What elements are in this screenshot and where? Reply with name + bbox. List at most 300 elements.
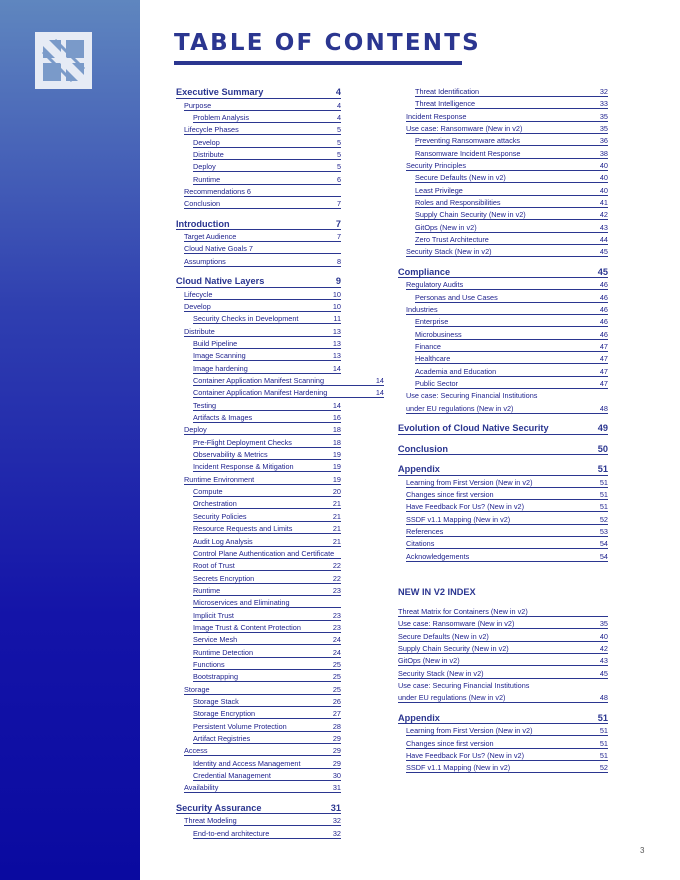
toc-entry[interactable] bbox=[398, 680, 610, 692]
toc-entry[interactable] bbox=[398, 353, 610, 365]
toc-section-entry[interactable] bbox=[176, 802, 384, 816]
toc-entry-label: Conclusion bbox=[184, 199, 221, 209]
toc-entry-page: 24 bbox=[332, 635, 341, 645]
toc-entry-label: GitOps (New in v2) bbox=[415, 222, 477, 232]
toc-section-entry[interactable] bbox=[398, 712, 610, 726]
toc-entry-page: 14 bbox=[375, 388, 384, 398]
toc-entry-page: 18 bbox=[332, 425, 341, 435]
toc-entry[interactable] bbox=[176, 597, 384, 609]
toc-entry-page: 19 bbox=[332, 462, 341, 472]
toc-entry[interactable] bbox=[176, 326, 384, 338]
toc-entry[interactable] bbox=[176, 708, 384, 720]
toc-section-entry[interactable] bbox=[398, 443, 610, 457]
toc-entry-page: 27 bbox=[332, 709, 341, 719]
toc-entry[interactable] bbox=[176, 437, 384, 449]
toc-entry-page: 19 bbox=[332, 450, 341, 460]
toc-entry[interactable] bbox=[398, 725, 610, 737]
toc-entry-page: 48 bbox=[599, 403, 608, 413]
toc-entry-label: Availability bbox=[184, 783, 219, 793]
toc-entry-page: 24 bbox=[332, 647, 341, 657]
toc-entry-label: References bbox=[406, 526, 444, 536]
toc-entry[interactable] bbox=[398, 279, 610, 291]
toc-entry[interactable] bbox=[176, 684, 384, 696]
toc-entry-label: Runtime bbox=[193, 174, 221, 184]
toc-entry-page: 5 bbox=[336, 125, 341, 135]
toc-entry-label: Recommendations 6 bbox=[184, 186, 251, 196]
toc-right-column bbox=[398, 86, 610, 775]
toc-entry-label: Citations bbox=[406, 539, 435, 549]
toc-entry-page: 32 bbox=[332, 828, 341, 838]
toc-entry[interactable] bbox=[398, 172, 610, 184]
toc-section-entry[interactable] bbox=[176, 275, 384, 289]
toc-entry-page: 45 bbox=[597, 266, 608, 277]
toc-entry-page: 40 bbox=[599, 631, 608, 641]
toc-entry-label: Cloud Native Goals 7 bbox=[184, 244, 253, 254]
toc-entry[interactable] bbox=[176, 231, 384, 243]
toc-entry-label: Artifact Registries bbox=[193, 734, 251, 743]
toc-entry[interactable] bbox=[398, 366, 610, 378]
toc-entry-page: 40 bbox=[599, 161, 608, 171]
toc-entry[interactable] bbox=[176, 289, 384, 301]
toc-entry-page: 51 bbox=[599, 489, 608, 499]
toc-entry[interactable] bbox=[398, 526, 610, 538]
toc-entry-label: Academia and Education bbox=[415, 366, 497, 376]
toc-entry-page: 51 bbox=[597, 464, 608, 475]
toc-entry-label: Secure Defaults (New in v2) bbox=[398, 631, 489, 641]
cncf-logo-icon bbox=[35, 32, 92, 89]
toc-entry-page: 46 bbox=[599, 292, 608, 302]
toc-link-underline bbox=[406, 538, 608, 549]
toc-entry-page: 21 bbox=[332, 499, 341, 509]
toc-entry-label: Security Stack (New in v2) bbox=[398, 668, 484, 678]
toc-entry-page: 52 bbox=[599, 763, 608, 773]
toc-entry[interactable] bbox=[176, 350, 384, 362]
toc-entry-label: Threat Identification bbox=[415, 87, 480, 96]
toc-entry-page: 51 bbox=[599, 750, 608, 760]
toc-entry[interactable] bbox=[398, 316, 610, 328]
toc-entry[interactable] bbox=[176, 828, 384, 840]
toc-entry[interactable] bbox=[176, 387, 384, 399]
toc-entry-page: 25 bbox=[332, 684, 341, 694]
toc-entry-page: 51 bbox=[599, 726, 608, 736]
toc-entry-label: Credential Management bbox=[193, 771, 271, 781]
toc-entry-label: Use case: Securing Financial Institutions bbox=[398, 681, 530, 691]
toc-entry[interactable] bbox=[176, 548, 384, 560]
toc-entry[interactable] bbox=[398, 692, 610, 704]
toc-entry-label: Assumptions bbox=[184, 256, 226, 266]
toc-entry-label: Supply Chain Security (New in v2) bbox=[415, 210, 526, 220]
toc-section-entry[interactable] bbox=[398, 463, 610, 477]
toc-entry-label: Introduction bbox=[176, 218, 230, 229]
toc-entry[interactable] bbox=[176, 815, 384, 827]
toc-entry[interactable] bbox=[176, 573, 384, 585]
toc-entry-page: 29 bbox=[332, 734, 341, 743]
toc-entry-page: 14 bbox=[332, 363, 341, 373]
toc-entry-page: 33 bbox=[599, 99, 608, 109]
toc-entry-label: SSDF v1.1 Mapping (New in v2) bbox=[406, 514, 511, 524]
page-number: 3 bbox=[640, 846, 645, 855]
spacer bbox=[398, 259, 610, 266]
toc-entry-label: Runtime Environment bbox=[184, 474, 255, 484]
toc-entry[interactable] bbox=[176, 622, 384, 634]
toc-entry[interactable] bbox=[398, 341, 610, 353]
toc-entry-page: 6 bbox=[336, 174, 341, 184]
toc-entry[interactable] bbox=[398, 631, 610, 643]
toc-entry-page: 47 bbox=[599, 379, 608, 389]
toc-entry-label: Distribute bbox=[184, 326, 215, 336]
toc-entry-label: Threat Modeling bbox=[184, 816, 237, 826]
toc-entry[interactable] bbox=[176, 174, 384, 186]
toc-entry-page: 7 bbox=[336, 199, 341, 209]
toc-entry-page: 4 bbox=[336, 112, 341, 122]
toc-entry-label: Control Plane Authentication and Certificate bbox=[193, 548, 335, 558]
toc-entry[interactable] bbox=[398, 148, 610, 160]
toc-entry[interactable] bbox=[398, 246, 610, 258]
toc-entry-label: Pre-Flight Deployment Checks bbox=[193, 437, 292, 447]
toc-entry[interactable] bbox=[398, 514, 610, 526]
toc-entry-page: 23 bbox=[332, 610, 341, 620]
toc-entry-page: 45 bbox=[599, 247, 608, 257]
toc-entry[interactable] bbox=[176, 498, 384, 510]
toc-entry-label: Zero Trust Architecture bbox=[415, 235, 489, 245]
toc-entry[interactable] bbox=[398, 304, 610, 316]
toc-entry[interactable] bbox=[176, 100, 384, 112]
toc-entry[interactable] bbox=[398, 762, 610, 774]
toc-entry-label: SSDF v1.1 Mapping (New in v2) bbox=[406, 763, 511, 773]
toc-entry-label: Use case: Ransomware (New in v2) bbox=[406, 124, 523, 134]
toc-entry-page: 40 bbox=[599, 185, 608, 195]
toc-entry[interactable] bbox=[398, 292, 610, 304]
toc-entry-page: 46 bbox=[599, 329, 608, 339]
toc-entry[interactable] bbox=[176, 256, 384, 268]
toc-entry[interactable] bbox=[176, 338, 384, 350]
spacer bbox=[398, 415, 610, 422]
toc-entry-page: 23 bbox=[332, 585, 341, 595]
toc-entry-label: Changes since first version bbox=[406, 738, 494, 748]
toc-entry-label: GitOps (New in v2) bbox=[398, 656, 460, 666]
toc-entry-page: 28 bbox=[332, 721, 341, 731]
toc-entry[interactable] bbox=[176, 696, 384, 708]
toc-entry-page: 5 bbox=[336, 149, 341, 159]
toc-entry[interactable] bbox=[398, 655, 610, 667]
toc-entry[interactable] bbox=[398, 489, 610, 501]
spacer bbox=[398, 563, 610, 585]
toc-entry-label: Security Principles bbox=[406, 161, 467, 171]
toc-entry-page: 46 bbox=[599, 317, 608, 327]
toc-entry[interactable] bbox=[176, 659, 384, 671]
toc-entry-page: 43 bbox=[599, 656, 608, 666]
title-underline bbox=[174, 61, 462, 65]
toc-entry[interactable] bbox=[398, 477, 610, 489]
toc-entry[interactable] bbox=[176, 758, 384, 770]
toc-entry-page: 31 bbox=[332, 783, 341, 793]
toc-entry[interactable] bbox=[176, 486, 384, 498]
toc-entry[interactable] bbox=[398, 234, 610, 246]
toc-entry[interactable] bbox=[176, 461, 384, 473]
toc-entry-label: Deploy bbox=[184, 425, 207, 435]
toc-entry[interactable] bbox=[176, 745, 384, 757]
toc-entry-label: Security Checks in Development bbox=[193, 314, 299, 324]
toc-entry-label: Industries bbox=[406, 305, 438, 314]
toc-entry[interactable] bbox=[176, 400, 384, 412]
toc-entry[interactable] bbox=[176, 647, 384, 659]
toc-entry[interactable] bbox=[176, 186, 384, 198]
toc-entry-label: Storage Encryption bbox=[193, 709, 256, 719]
toc-entry[interactable] bbox=[176, 124, 384, 136]
toc-entry-page: 36 bbox=[599, 136, 608, 146]
toc-entry-label: Executive Summary bbox=[176, 87, 264, 97]
toc-entry-label: Threat Matrix for Containers (New in v2) bbox=[398, 607, 528, 616]
toc-entry-page: 32 bbox=[599, 87, 608, 96]
spacer bbox=[398, 456, 610, 463]
toc-entry-page: 8 bbox=[336, 256, 341, 266]
toc-entry-page: 35 bbox=[599, 111, 608, 121]
toc-entry[interactable] bbox=[398, 643, 610, 655]
toc-entry-label: Preventing Ransomware attacks bbox=[415, 136, 521, 146]
toc-entry[interactable] bbox=[176, 375, 384, 387]
toc-entry[interactable] bbox=[176, 112, 384, 124]
toc-entry-label: Runtime bbox=[193, 585, 221, 595]
toc-entry[interactable] bbox=[176, 721, 384, 733]
toc-entry-label: Incident Response bbox=[406, 111, 467, 121]
toc-entry[interactable] bbox=[176, 511, 384, 523]
toc-entry-label: Evolution of Cloud Native Security bbox=[398, 423, 549, 434]
toc-entry-page: 21 bbox=[332, 511, 341, 521]
toc-entry[interactable] bbox=[398, 618, 610, 630]
toc-entry[interactable] bbox=[176, 770, 384, 782]
toc-entry-label: Security Policies bbox=[193, 511, 247, 521]
toc-entry[interactable] bbox=[176, 149, 384, 161]
new-in-v2-heading: NEW IN V2 INDEX bbox=[398, 587, 476, 597]
toc-entry-label: Storage Stack bbox=[193, 696, 239, 706]
toc-entry-label: Develop bbox=[184, 301, 211, 311]
toc-entry[interactable] bbox=[176, 523, 384, 535]
toc-entry-page: 26 bbox=[332, 696, 341, 706]
toc-entry-label: Bootstrapping bbox=[193, 672, 239, 682]
toc-entry-label: Target Audience bbox=[184, 232, 237, 242]
toc-entry[interactable] bbox=[398, 135, 610, 147]
toc-entry-page: 22 bbox=[332, 561, 341, 571]
toc-entry-label: Changes since first version bbox=[406, 489, 494, 499]
toc-entry-page: 29 bbox=[332, 758, 341, 768]
toc-entry[interactable] bbox=[398, 222, 610, 234]
toc-entry-page: 46 bbox=[599, 280, 608, 290]
toc-entry-label: Compute bbox=[193, 487, 223, 497]
toc-link-underline bbox=[415, 341, 608, 352]
toc-entry-label: Conclusion bbox=[398, 443, 449, 454]
toc-entry-label: Use case: Securing Financial Institutions bbox=[406, 391, 538, 401]
toc-entry-page: 11 bbox=[333, 314, 341, 324]
toc-entry[interactable] bbox=[176, 560, 384, 572]
toc-entry-page: 43 bbox=[599, 222, 608, 232]
toc-entry[interactable] bbox=[176, 671, 384, 683]
toc-entry[interactable] bbox=[176, 363, 384, 375]
toc-entry-label: Image Scanning bbox=[193, 351, 246, 361]
toc-entry-label: Secrets Encryption bbox=[193, 573, 255, 583]
toc-entry[interactable] bbox=[176, 782, 384, 794]
page-title: TABLE OF CONTENTS bbox=[174, 30, 481, 56]
toc-entry[interactable] bbox=[176, 412, 384, 424]
toc-entry[interactable] bbox=[176, 424, 384, 436]
toc-entry-label: Personas and Use Cases bbox=[415, 292, 498, 302]
toc-entry[interactable] bbox=[176, 634, 384, 646]
toc-entry-label: Orchestration bbox=[193, 499, 237, 509]
toc-entry[interactable] bbox=[176, 243, 384, 255]
toc-entry-page: 51 bbox=[599, 502, 608, 512]
toc-entry-label: Audit Log Analysis bbox=[193, 536, 253, 546]
toc-entry-page: 32 bbox=[332, 816, 341, 826]
toc-entry-page: 52 bbox=[599, 514, 608, 524]
toc-entry-page: 51 bbox=[597, 712, 608, 723]
toc-entry-label: Container Application Manifest Hardening bbox=[193, 388, 328, 398]
toc-entry-label: Learning from First Version (New in v2) bbox=[406, 477, 533, 487]
toc-entry[interactable] bbox=[398, 111, 610, 123]
toc-entry-label: Testing bbox=[193, 400, 217, 410]
toc-entry[interactable] bbox=[176, 301, 384, 313]
toc-entry[interactable] bbox=[398, 501, 610, 513]
toc-entry-page: 47 bbox=[599, 366, 608, 376]
toc-entry-page: 41 bbox=[599, 198, 608, 208]
toc-entry-label: Implicit Trust bbox=[193, 610, 234, 620]
toc-entry-page: 21 bbox=[332, 536, 341, 546]
toc-entry[interactable] bbox=[398, 197, 610, 209]
toc-entry-label: Functions bbox=[193, 659, 225, 669]
toc-entry[interactable] bbox=[398, 403, 610, 415]
toc-entry[interactable] bbox=[398, 606, 610, 618]
toc-entry-label: Appendix bbox=[398, 712, 440, 723]
toc-section-entry[interactable] bbox=[176, 218, 384, 232]
toc-entry-page: 47 bbox=[599, 354, 608, 364]
toc-entry-label: Public Sector bbox=[415, 379, 458, 389]
toc-entry-label: End-to-end architecture bbox=[193, 828, 270, 838]
toc-entry[interactable] bbox=[398, 538, 610, 550]
toc-entry-label: Artifacts & Images bbox=[193, 413, 253, 423]
toc-entry[interactable] bbox=[398, 750, 610, 762]
toc-entry[interactable] bbox=[176, 449, 384, 461]
spacer bbox=[176, 268, 384, 275]
toc-entry[interactable] bbox=[176, 137, 384, 149]
toc-entry-label: Container Application Manifest Scanning bbox=[193, 376, 325, 386]
toc-entry[interactable] bbox=[398, 551, 610, 563]
spacer bbox=[398, 705, 610, 712]
toc-entry-page: 13 bbox=[332, 326, 341, 336]
toc-entry[interactable] bbox=[398, 98, 610, 110]
toc-section-entry[interactable] bbox=[398, 266, 610, 280]
toc-entry-page: 53 bbox=[599, 526, 608, 536]
toc-entry[interactable] bbox=[398, 390, 610, 402]
toc-entry-label: Security Assurance bbox=[176, 802, 262, 813]
toc-entry-page: 9 bbox=[335, 276, 341, 287]
toc-entry-page: 50 bbox=[597, 443, 608, 454]
toc-entry-label: Enterprise bbox=[415, 317, 449, 327]
toc-entry-label: Resource Requests and Limits bbox=[193, 524, 293, 534]
toc-entry[interactable] bbox=[176, 536, 384, 548]
toc-entry[interactable] bbox=[176, 198, 384, 210]
toc-entry-page: 10 bbox=[332, 289, 341, 299]
toc-entry[interactable] bbox=[398, 668, 610, 680]
toc-entry-page: 18 bbox=[332, 437, 341, 447]
toc-entry[interactable] bbox=[176, 585, 384, 597]
toc-entry-page: 35 bbox=[599, 619, 608, 629]
toc-entry-label: Roles and Responsibilities bbox=[415, 198, 501, 208]
toc-section-entry[interactable] bbox=[176, 86, 384, 100]
toc-entry-page: 31 bbox=[330, 802, 341, 813]
toc-entry-page: 42 bbox=[599, 210, 608, 220]
toc-entry-page: 5 bbox=[336, 162, 341, 172]
toc-entry-label: Lifecycle bbox=[184, 289, 213, 299]
toc-entry[interactable] bbox=[176, 733, 384, 745]
toc-entry-label: Acknowledgements bbox=[406, 551, 470, 561]
toc-entry-page: 16 bbox=[332, 413, 341, 423]
toc-entry-label: Identity and Access Management bbox=[193, 758, 301, 768]
toc-entry-label: Distribute bbox=[193, 149, 224, 159]
toc-entry-page: 54 bbox=[599, 539, 608, 549]
toc-entry-label: Purpose bbox=[184, 100, 212, 110]
toc-entry[interactable] bbox=[398, 378, 610, 390]
toc-entry-label: Root of Trust bbox=[193, 561, 235, 571]
toc-entry-label: Microservices and Eliminating bbox=[193, 598, 290, 608]
toc-entry-label: Threat Intelligence bbox=[415, 99, 476, 109]
toc-entry-page: 7 bbox=[336, 232, 341, 242]
toc-entry-page: 22 bbox=[332, 573, 341, 583]
toc-entry-page: 5 bbox=[336, 137, 341, 147]
toc-entry-label: Service Mesh bbox=[193, 635, 238, 645]
toc-entry-page: 40 bbox=[599, 173, 608, 183]
toc-entry[interactable] bbox=[176, 610, 384, 622]
toc-entry-label: Security Stack (New in v2) bbox=[406, 247, 492, 257]
toc-entry-page: 29 bbox=[332, 746, 341, 756]
toc-entry-label: Have Feedback For Us? (New in v2) bbox=[406, 502, 525, 512]
toc-entry-page: 48 bbox=[599, 693, 608, 703]
toc-entry[interactable] bbox=[398, 185, 610, 197]
toc-entry[interactable] bbox=[398, 160, 610, 172]
spacer bbox=[176, 211, 384, 218]
toc-left-column bbox=[176, 86, 384, 840]
toc-entry[interactable] bbox=[176, 161, 384, 173]
toc-entry-page: 30 bbox=[332, 771, 341, 781]
toc-entry-page: 13 bbox=[332, 339, 341, 348]
toc-entry-page: 45 bbox=[599, 668, 608, 678]
toc-entry-label: Compliance bbox=[398, 266, 451, 277]
toc-entry-label: Access bbox=[184, 746, 208, 756]
toc-entry[interactable] bbox=[398, 86, 610, 98]
toc-entry-label: Deploy bbox=[193, 162, 216, 172]
toc-entry-label: Observability & Metrics bbox=[193, 450, 268, 460]
toc-entry-label: Cloud Native Layers bbox=[176, 276, 265, 287]
toc-entry-label: Secure Defaults (New in v2) bbox=[415, 173, 506, 183]
toc-entry[interactable] bbox=[398, 123, 610, 135]
toc-entry-label: Finance bbox=[415, 342, 441, 352]
toc-entry[interactable] bbox=[176, 313, 384, 325]
toc-entry-page: 14 bbox=[332, 400, 341, 410]
toc-section-entry[interactable] bbox=[398, 422, 610, 436]
toc-entry-label: Develop bbox=[193, 137, 220, 147]
toc-entry-page: 51 bbox=[599, 738, 608, 748]
toc-entry-label: Use case: Ransomware (New in v2) bbox=[398, 619, 515, 629]
toc-entry-label: Learning from First Version (New in v2) bbox=[406, 726, 533, 736]
toc-entry-label: Lifecycle Phases bbox=[184, 125, 239, 135]
toc-entry-page: 42 bbox=[599, 644, 608, 654]
toc-entry[interactable] bbox=[398, 738, 610, 750]
toc-entry-page: 25 bbox=[332, 672, 341, 682]
toc-entry-page: 54 bbox=[599, 551, 608, 561]
toc-entry[interactable] bbox=[176, 474, 384, 486]
toc-entry[interactable] bbox=[398, 329, 610, 341]
toc-entry-page: 23 bbox=[332, 622, 341, 632]
toc-entry-page: 20 bbox=[332, 487, 341, 497]
toc-entry[interactable] bbox=[398, 209, 610, 221]
toc-entry-label: Healthcare bbox=[415, 354, 451, 364]
